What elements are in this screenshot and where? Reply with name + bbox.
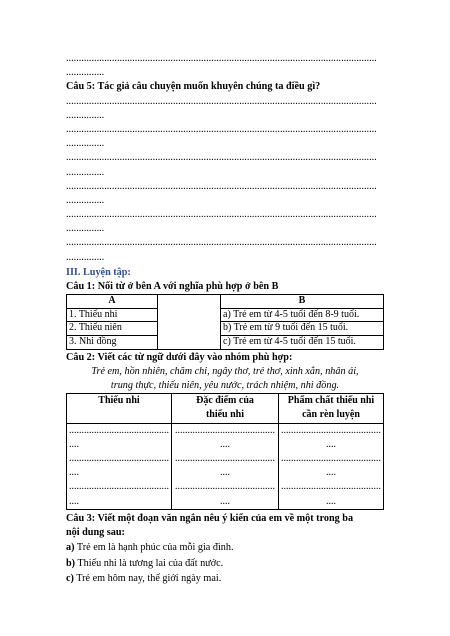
- term-cell: 2. Thiếu niên: [67, 322, 158, 336]
- answer-line: ..........................................................................................................................: [66, 53, 377, 64]
- column-b-header: B: [221, 295, 384, 309]
- thieu-nhi-header: Thiếu nhi: [67, 394, 172, 423]
- dac-diem-header: [172, 394, 279, 423]
- answer-line-end: ...............: [66, 138, 105, 150]
- worksheet-page: [66, 52, 384, 587]
- section-heading: III. Luyện tập:: [66, 266, 131, 278]
- pham-chat-header-l2: cần rèn luyện: [302, 409, 360, 421]
- question-3-title-l2: nội dung sau:: [66, 527, 125, 539]
- word-list-line-2: trung thực, thiếu niên, yêu nước, trách nhiệm, nhi đồng.: [110, 380, 340, 392]
- option-b: b) Thiếu nhi là tương lai của đất nước.: [66, 557, 224, 569]
- answer-line: ..........................................................................................................................: [66, 95, 377, 107]
- meaning-cell: a) Trẻ em từ 4-5 tuổi đến 8-9 tuổi.: [221, 308, 384, 322]
- answer-line-end: ...............: [66, 194, 105, 206]
- answer-line-end: ...............: [66, 109, 105, 121]
- column-a-header: A: [67, 295, 158, 309]
- question-1-title: Câu 1: Nối từ ở bên A với nghĩa phù hợp ở bên B: [66, 281, 279, 293]
- question-2-title: Câu 2: Viết các từ ngữ dưới đây vào nhóm phù hợp:: [66, 351, 293, 363]
- answer-line-end: ...............: [66, 251, 105, 263]
- term-cell: 1. Thiếu nhi: [67, 308, 158, 322]
- word-list-line-1: Trẻ em, hồn nhiên, chăm chỉ, ngây thơ, trẻ thơ, xinh xắn, nhân ái,: [91, 365, 359, 377]
- option-c: c) Trẻ em hôm nay, thế giới ngày mai.: [66, 573, 222, 585]
- answer-cell-col1[interactable]: ........................................ .... ........................................ .... ........................................ ....: [67, 423, 172, 509]
- dac-diem-header-l2: thiếu nhi: [205, 409, 245, 421]
- answer-line: ..........................................................................................................................: [66, 209, 377, 221]
- answer-line: ..........................................................................................................................: [66, 123, 377, 135]
- answer-line: ..........................................................................................................................: [66, 237, 377, 249]
- meaning-cell: b) Trẻ em từ 9 tuổi đến 15 tuổi.: [221, 322, 384, 336]
- question-5: Câu 5: Tác giả câu chuyện muốn khuyên chúng ta điều gì?: [66, 81, 321, 93]
- term-cell: 3. Nhi đồng: [67, 336, 158, 350]
- answer-cell-col3[interactable]: ........................................ .... ........................................ .... ........................................ ....: [279, 423, 384, 509]
- gap-header: [158, 295, 221, 309]
- dac-diem-header-l1: Đặc điểm của: [196, 395, 254, 407]
- meaning-cell: c) Trẻ em từ 4-5 tuổi đến 15 tuổi.: [221, 336, 384, 350]
- grouping-table: [66, 393, 384, 510]
- answer-line-end: ...............: [66, 67, 105, 79]
- pham-chat-header: [279, 394, 384, 423]
- option-a: a) Trẻ em là hạnh phúc của mỗi gia đình.: [66, 542, 234, 554]
- answer-line: ..........................................................................................................................: [66, 180, 377, 192]
- pham-chat-header-l1: Phẩm chất thiếu nhi: [287, 395, 375, 407]
- answer-cell-col2[interactable]: ........................................ .... ........................................ .... ........................................ ....: [172, 423, 279, 509]
- answer-line-end: ...............: [66, 223, 105, 235]
- matching-table: [66, 294, 384, 349]
- answer-line: ..........................................................................................................................: [66, 152, 377, 164]
- question-3-title-l1: Câu 3: Viết một đoạn văn ngắn nêu ý kiến của em về một trong ba: [66, 512, 354, 524]
- answer-line-end: ...............: [66, 166, 105, 178]
